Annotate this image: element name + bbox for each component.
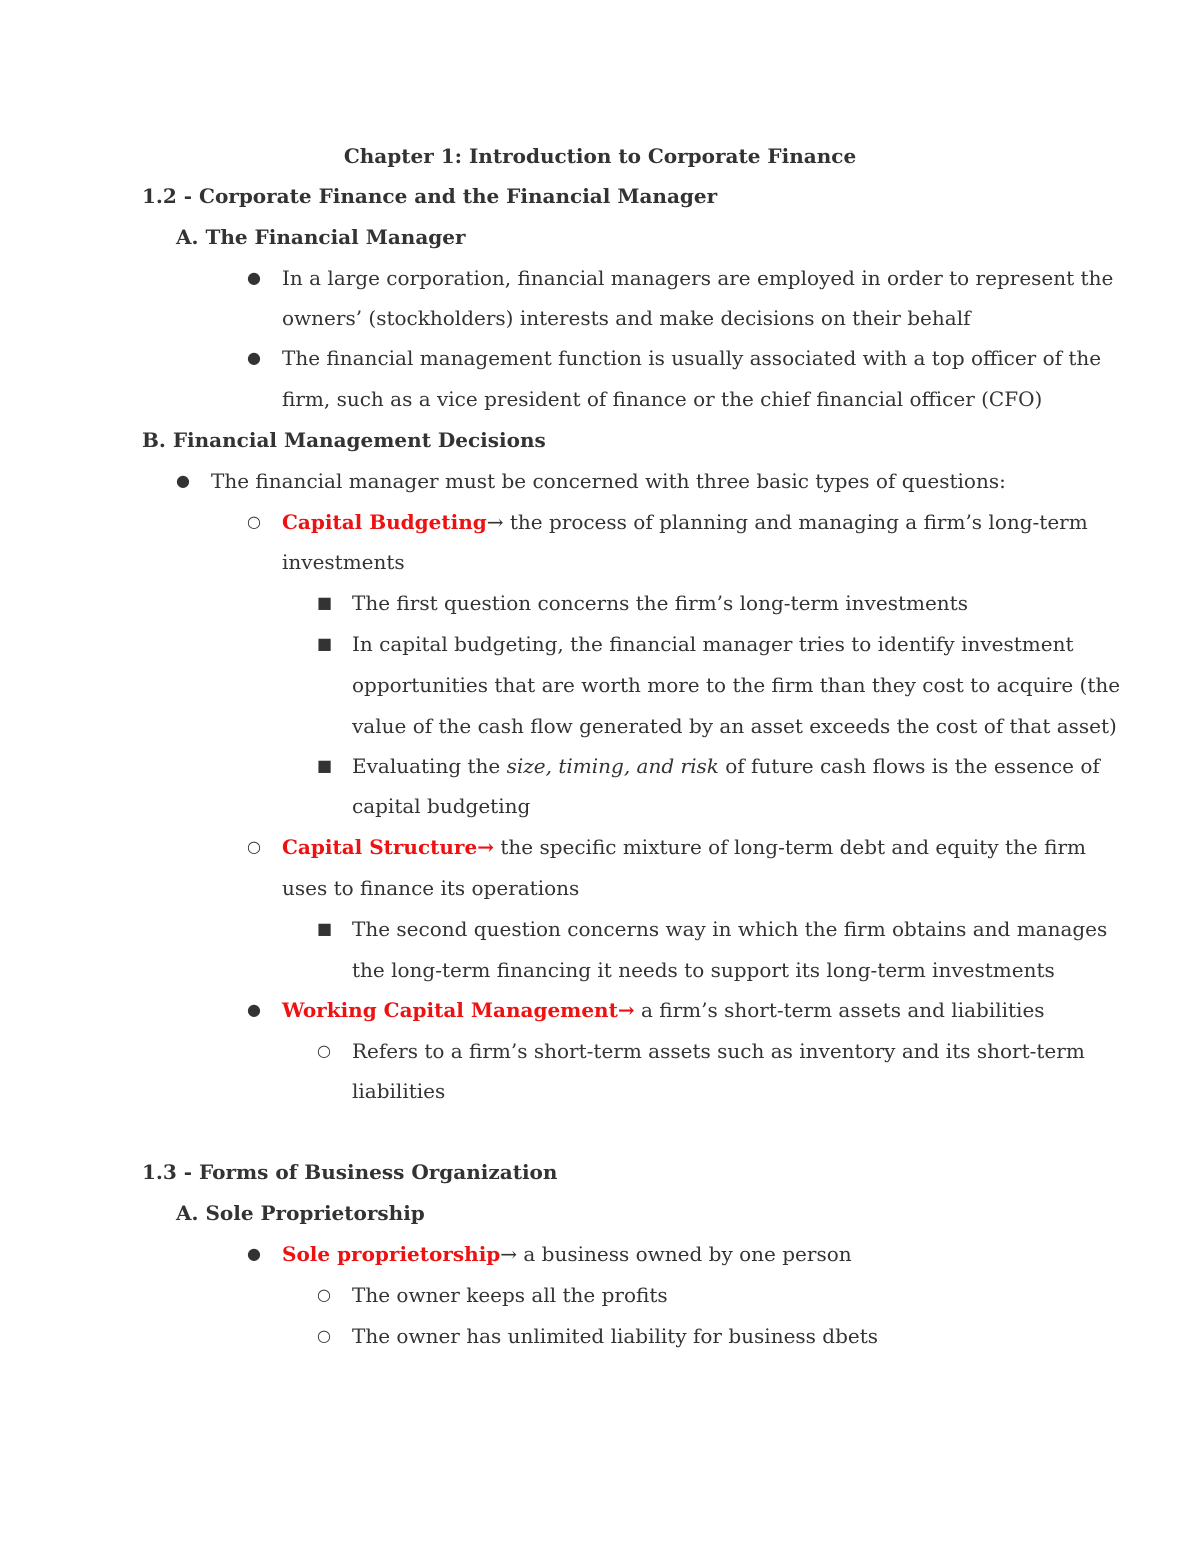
list-item-text-continued: value of the cash flow generated by an asset exceeds the cost of that asset)	[352, 714, 1117, 738]
definition-text: a firm’s short-term assets and liabilities	[634, 998, 1045, 1022]
circle-bullet-icon: ○	[317, 1285, 331, 1304]
disc-bullet-icon: ●	[247, 1000, 261, 1019]
list-item-text: Evaluating the	[352, 754, 507, 778]
subsection-heading-financial-manager: A. The Financial Manager	[176, 225, 466, 249]
term-capital-structure: Capital Structure	[282, 835, 478, 859]
arrow-icon: →	[477, 835, 494, 859]
list-item-text-continued: owners’ (stockholders) interests and make decisions on their behalf	[282, 306, 971, 330]
square-bullet-icon: ■	[317, 919, 333, 938]
definition-text: the specific mixture of long-term debt and equity the firm	[493, 835, 1086, 859]
definition-text-continued: uses to finance its operations	[282, 876, 580, 900]
arrow-icon: →	[617, 998, 635, 1022]
list-item-text-continued: the long-term financing it needs to support its long-term investments	[352, 958, 1055, 982]
definition-text: the process of planning and managing a firm’s long-term	[503, 510, 1088, 534]
list-item-text-continued: capital budgeting	[352, 794, 531, 818]
term-capital-budgeting: Capital Budgeting	[282, 510, 487, 534]
subsection-heading-sole-proprietorship: A. Sole Proprietorship	[176, 1201, 425, 1225]
document-title: Chapter 1: Introduction to Corporate Finance	[343, 144, 857, 168]
definition-text: a business owned by one person	[517, 1242, 852, 1266]
list-item-text: The financial manager must be concerned with three basic types of questions:	[211, 469, 1006, 493]
disc-bullet-icon: ●	[247, 348, 261, 367]
list-item-text-continued: opportunities that are worth more to the firm than they cost to acquire (the	[352, 673, 1121, 697]
emphasis-text: size, timing, and risk	[506, 754, 719, 778]
circle-bullet-icon: ○	[317, 1326, 331, 1345]
list-item-text: of future cash flows is the essence of	[718, 754, 1100, 778]
list-item-text: Refers to a firm’s short-term assets such as inventory and its short-term	[352, 1039, 1085, 1063]
square-bullet-icon: ■	[317, 634, 333, 653]
section-heading-1-2: 1.2 - Corporate Finance and the Financial Manager	[142, 184, 718, 208]
subsection-heading-financial-decisions: B. Financial Management Decisions	[142, 428, 546, 452]
list-item-text: The first question concerns the firm’s long-term investments	[352, 591, 968, 615]
arrow-icon: →	[500, 1242, 518, 1266]
list-item-text: The owner has unlimited liability for business dbets	[352, 1324, 879, 1348]
disc-bullet-icon: ●	[247, 1244, 261, 1263]
circle-bullet-icon: ○	[247, 837, 261, 856]
square-bullet-icon: ■	[317, 593, 333, 612]
term-working-capital: Working Capital Management	[282, 998, 618, 1022]
circle-bullet-icon: ○	[317, 1041, 331, 1060]
list-item-text: The financial management function is usually associated with a top officer of the	[282, 346, 1102, 370]
disc-bullet-icon: ●	[176, 471, 190, 490]
circle-bullet-icon: ○	[247, 512, 261, 531]
term-sole-proprietorship: Sole proprietorship	[282, 1242, 501, 1266]
list-item-text: The owner keeps all the profits	[352, 1283, 668, 1307]
square-bullet-icon: ■	[317, 756, 333, 775]
disc-bullet-icon: ●	[247, 268, 261, 287]
definition-text-continued: investments	[282, 550, 405, 574]
list-item-text: The second question concerns way in which the firm obtains and manages	[352, 917, 1108, 941]
list-item-text: In capital budgeting, the financial manager tries to identify investment	[352, 632, 1074, 656]
list-item-text: In a large corporation, financial managers are employed in order to represent the	[282, 266, 1114, 290]
list-item-text-continued: liabilities	[352, 1079, 446, 1103]
list-item-text-continued: firm, such as a vice president of finance or the chief financial officer (CFO)	[282, 387, 1043, 411]
section-heading-1-3: 1.3 - Forms of Business Organization	[142, 1160, 558, 1184]
arrow-icon: →	[486, 510, 504, 534]
